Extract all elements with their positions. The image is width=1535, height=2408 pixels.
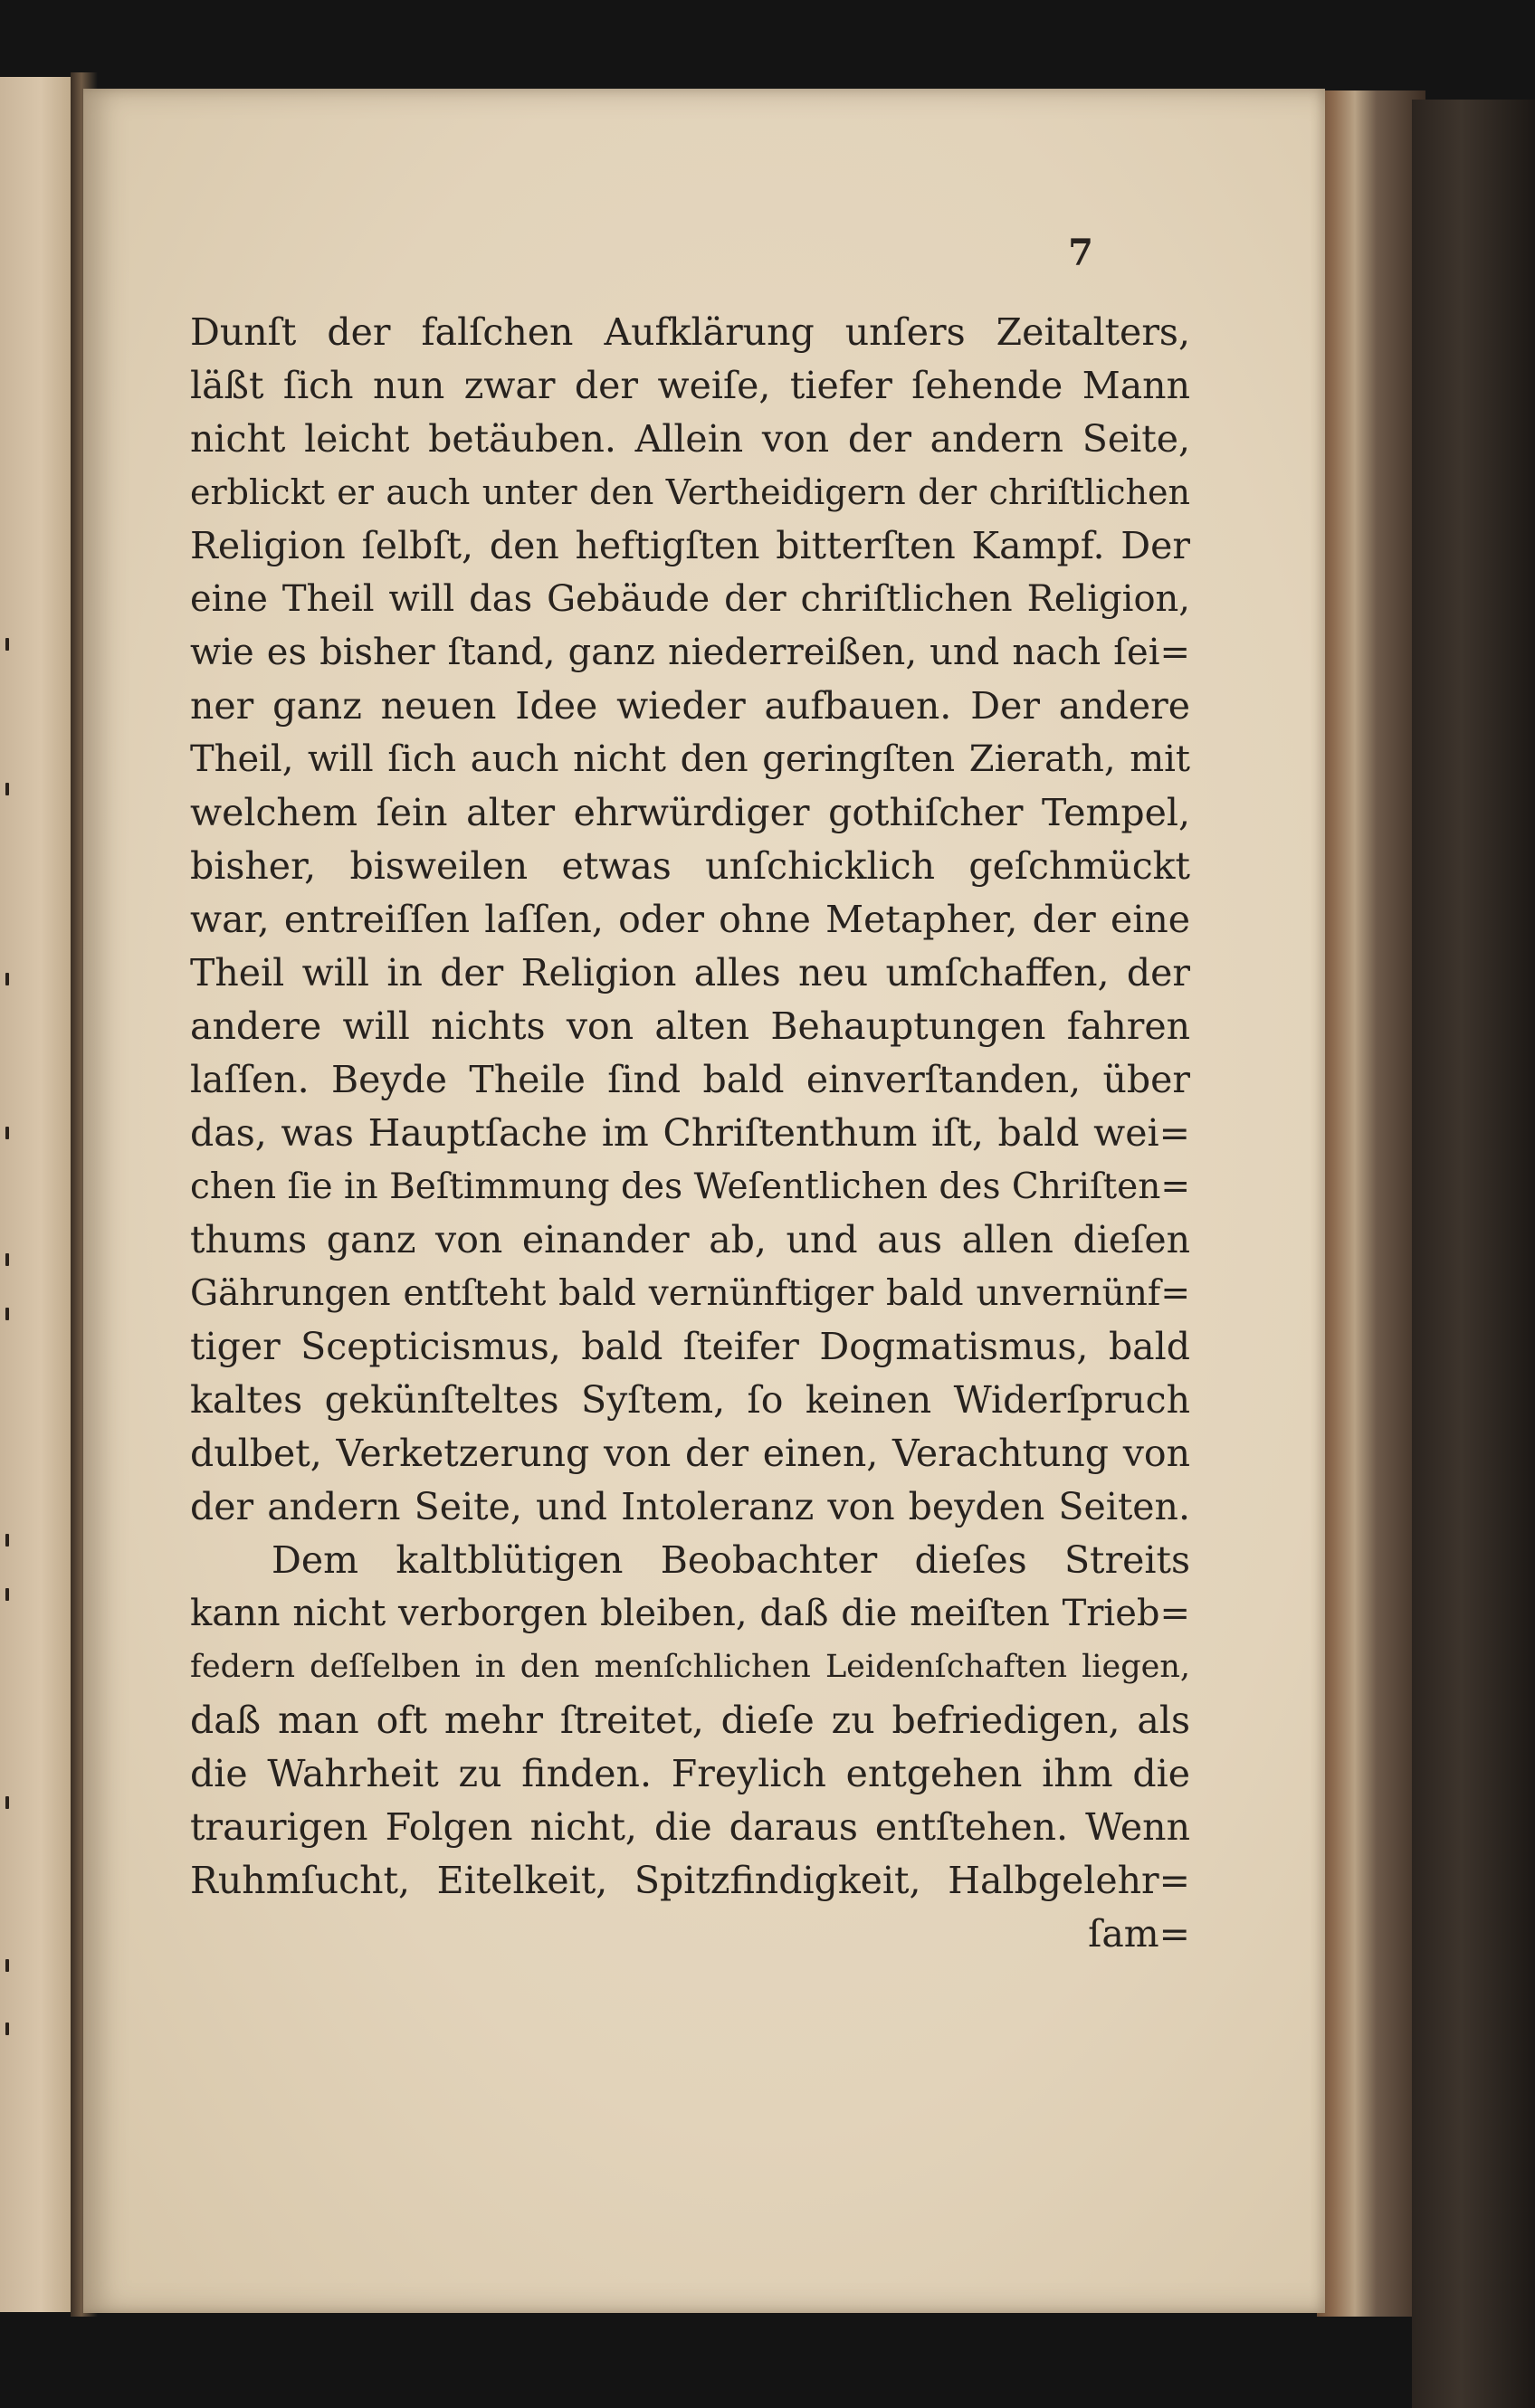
text-line: tiger Scepticismus, bald ſteifer Dogmatismus, bald [190, 1325, 1190, 1368]
text-line: dulbet, Verketzerung von der einen, Verachtung von [190, 1432, 1190, 1475]
text-line: nicht leicht betäuben. Allein von der andern Seite, [190, 417, 1190, 461]
text-line: wie es bisher ſtand, ganz niederreißen, und nach ſei= [190, 632, 1190, 673]
print-mark [5, 638, 9, 651]
print-mark [5, 1308, 9, 1320]
text-line: kaltes gekünſteltes Syſtem, ſo keinen Widerſpruch [190, 1378, 1190, 1422]
text-line: war, entreiſſen laſſen, oder ohne Metapher, der eine [190, 898, 1190, 941]
print-mark [5, 783, 9, 795]
page [83, 89, 1325, 2313]
print-mark [5, 1959, 9, 1972]
text-block [190, 306, 1190, 1961]
catchword: ſam= [1088, 1912, 1190, 1956]
text-line: die Wahrheit zu finden. Freylich entgehen ihm die [190, 1752, 1190, 1795]
text-line: andere will nichts von alten Behauptungen fahren [190, 1004, 1190, 1048]
text-line: Religion ſelbſt, den heftigſten bitterſten Kampf. Der [190, 524, 1190, 567]
text-line: bisher, bisweilen etwas unſchicklich geſchmückt [190, 844, 1190, 888]
text-line: Dem kaltblütigen Beobachter dieſes Streits [272, 1538, 1190, 1582]
text-line: das, was Hauptſache im Chriſtenthum iſt, bald wei= [190, 1111, 1190, 1155]
text-line: läßt ſich nun zwar der weiſe, tiefer ſehende Mann [190, 364, 1190, 407]
text-line: Gährungen entſteht bald vernünftiger bald unvernünf= [190, 1273, 1190, 1314]
text-line: daß man oft mehr ſtreitet, dieſe zu befriedigen, als [190, 1699, 1190, 1742]
print-mark [5, 2023, 9, 2035]
print-mark [5, 1534, 9, 1547]
print-mark [5, 1127, 9, 1139]
text-line: Theil, will ſich auch nicht den geringſten Zierath, mit [190, 738, 1190, 780]
text-line: Theil will in der Religion alles neu umſchaffen, der [190, 951, 1190, 995]
left-facing-page [0, 77, 76, 2312]
print-mark [5, 973, 9, 985]
text-line: chen ſie in Beſtimmung des Weſentlichen des Chriſten= [190, 1166, 1190, 1207]
print-mark [5, 1253, 9, 1266]
text-line: traurigen Folgen nicht, die daraus entſtehen. Wenn [190, 1805, 1190, 1849]
print-mark [5, 1588, 9, 1601]
page-number: 7 [1068, 232, 1093, 274]
book-cover [1412, 100, 1535, 2408]
text-line: laſſen. Beyde Theile ſind bald einverſtanden, über [190, 1058, 1190, 1101]
text-line: Dunſt der falſchen Aufklärung unſers Zeitalters, [190, 310, 1190, 354]
print-mark [5, 1796, 9, 1809]
text-line: welchem ſein alter ehrwürdiger gothiſcher Tempel, [190, 791, 1190, 834]
text-line: kann nicht verborgen bleiben, daß die meiſten Trieb= [190, 1593, 1190, 1634]
text-line: eine Theil will das Gebäude der chriſtlichen Religion, [190, 578, 1190, 620]
text-line: federn deſſelben in den menſchlichen Leidenſchaften liegen, [190, 1649, 1190, 1685]
text-line: Ruhmſucht, Eitelkeit, Spitzfindigkeit, Halbgelehr= [190, 1859, 1190, 1902]
text-line: der andern Seite, und Intoleranz von beyden Seiten. [190, 1485, 1190, 1528]
text-line: ner ganz neuen Idee wieder aufbauen. Der andere [190, 684, 1190, 728]
text-line: thums ganz von einander ab, und aus allen dieſen [190, 1218, 1190, 1261]
text-line: erblickt er auch unter den Vertheidigern der chriſtlichen [190, 472, 1190, 512]
page-edges [1317, 90, 1425, 2317]
